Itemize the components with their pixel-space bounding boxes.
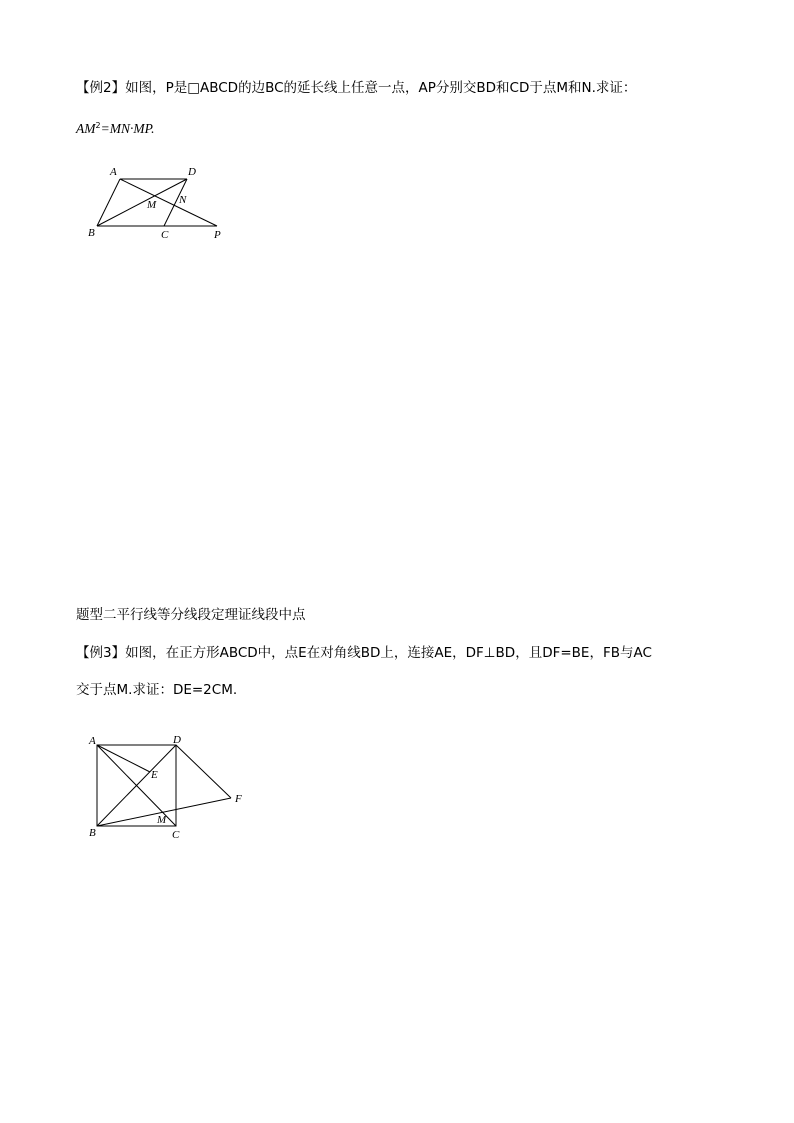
label-e: E [151, 769, 158, 781]
example2-claim [76, 118, 154, 137]
example3-claim: 交于点M.求证：DE=2CM. [76, 682, 238, 698]
label-a: A [89, 735, 96, 747]
example3-figure [85, 732, 255, 844]
label-b: B [88, 227, 95, 239]
label-m: M [157, 814, 167, 826]
section-heading: 题型二平行线等分线段定理证线段中点 [76, 607, 306, 623]
segment-df [176, 745, 231, 798]
label-c: C [172, 829, 180, 841]
label-b: B [89, 827, 96, 839]
label-d: D [188, 166, 196, 178]
label-d: D [173, 734, 181, 746]
segment-ap [120, 179, 217, 226]
diagonal-bd [97, 179, 187, 226]
claim-exponent: 2 [95, 121, 101, 130]
segment-ae [97, 745, 150, 772]
claim-lhs: AM [76, 121, 96, 136]
label-m: M [147, 199, 157, 211]
label-p: P [214, 229, 221, 241]
example3-statement: 【例3】如图，在正方形ABCD中，点E在对角线BD上，连接AE，DF⊥BD，且DF=BE，FB与AC [76, 645, 652, 661]
label-n: N [179, 194, 187, 206]
label-c: C [161, 229, 169, 241]
side-ab [97, 179, 120, 226]
label-a: A [110, 166, 117, 178]
label-f: F [235, 793, 242, 805]
claim-rhs: =MN·MP. [100, 121, 155, 136]
example2-statement: 【例2】如图，P是□ABCD的边BC的延长线上任意一点，AP分别交BD和CD于点M和N.求证： [76, 80, 637, 96]
example2-figure [80, 160, 240, 245]
